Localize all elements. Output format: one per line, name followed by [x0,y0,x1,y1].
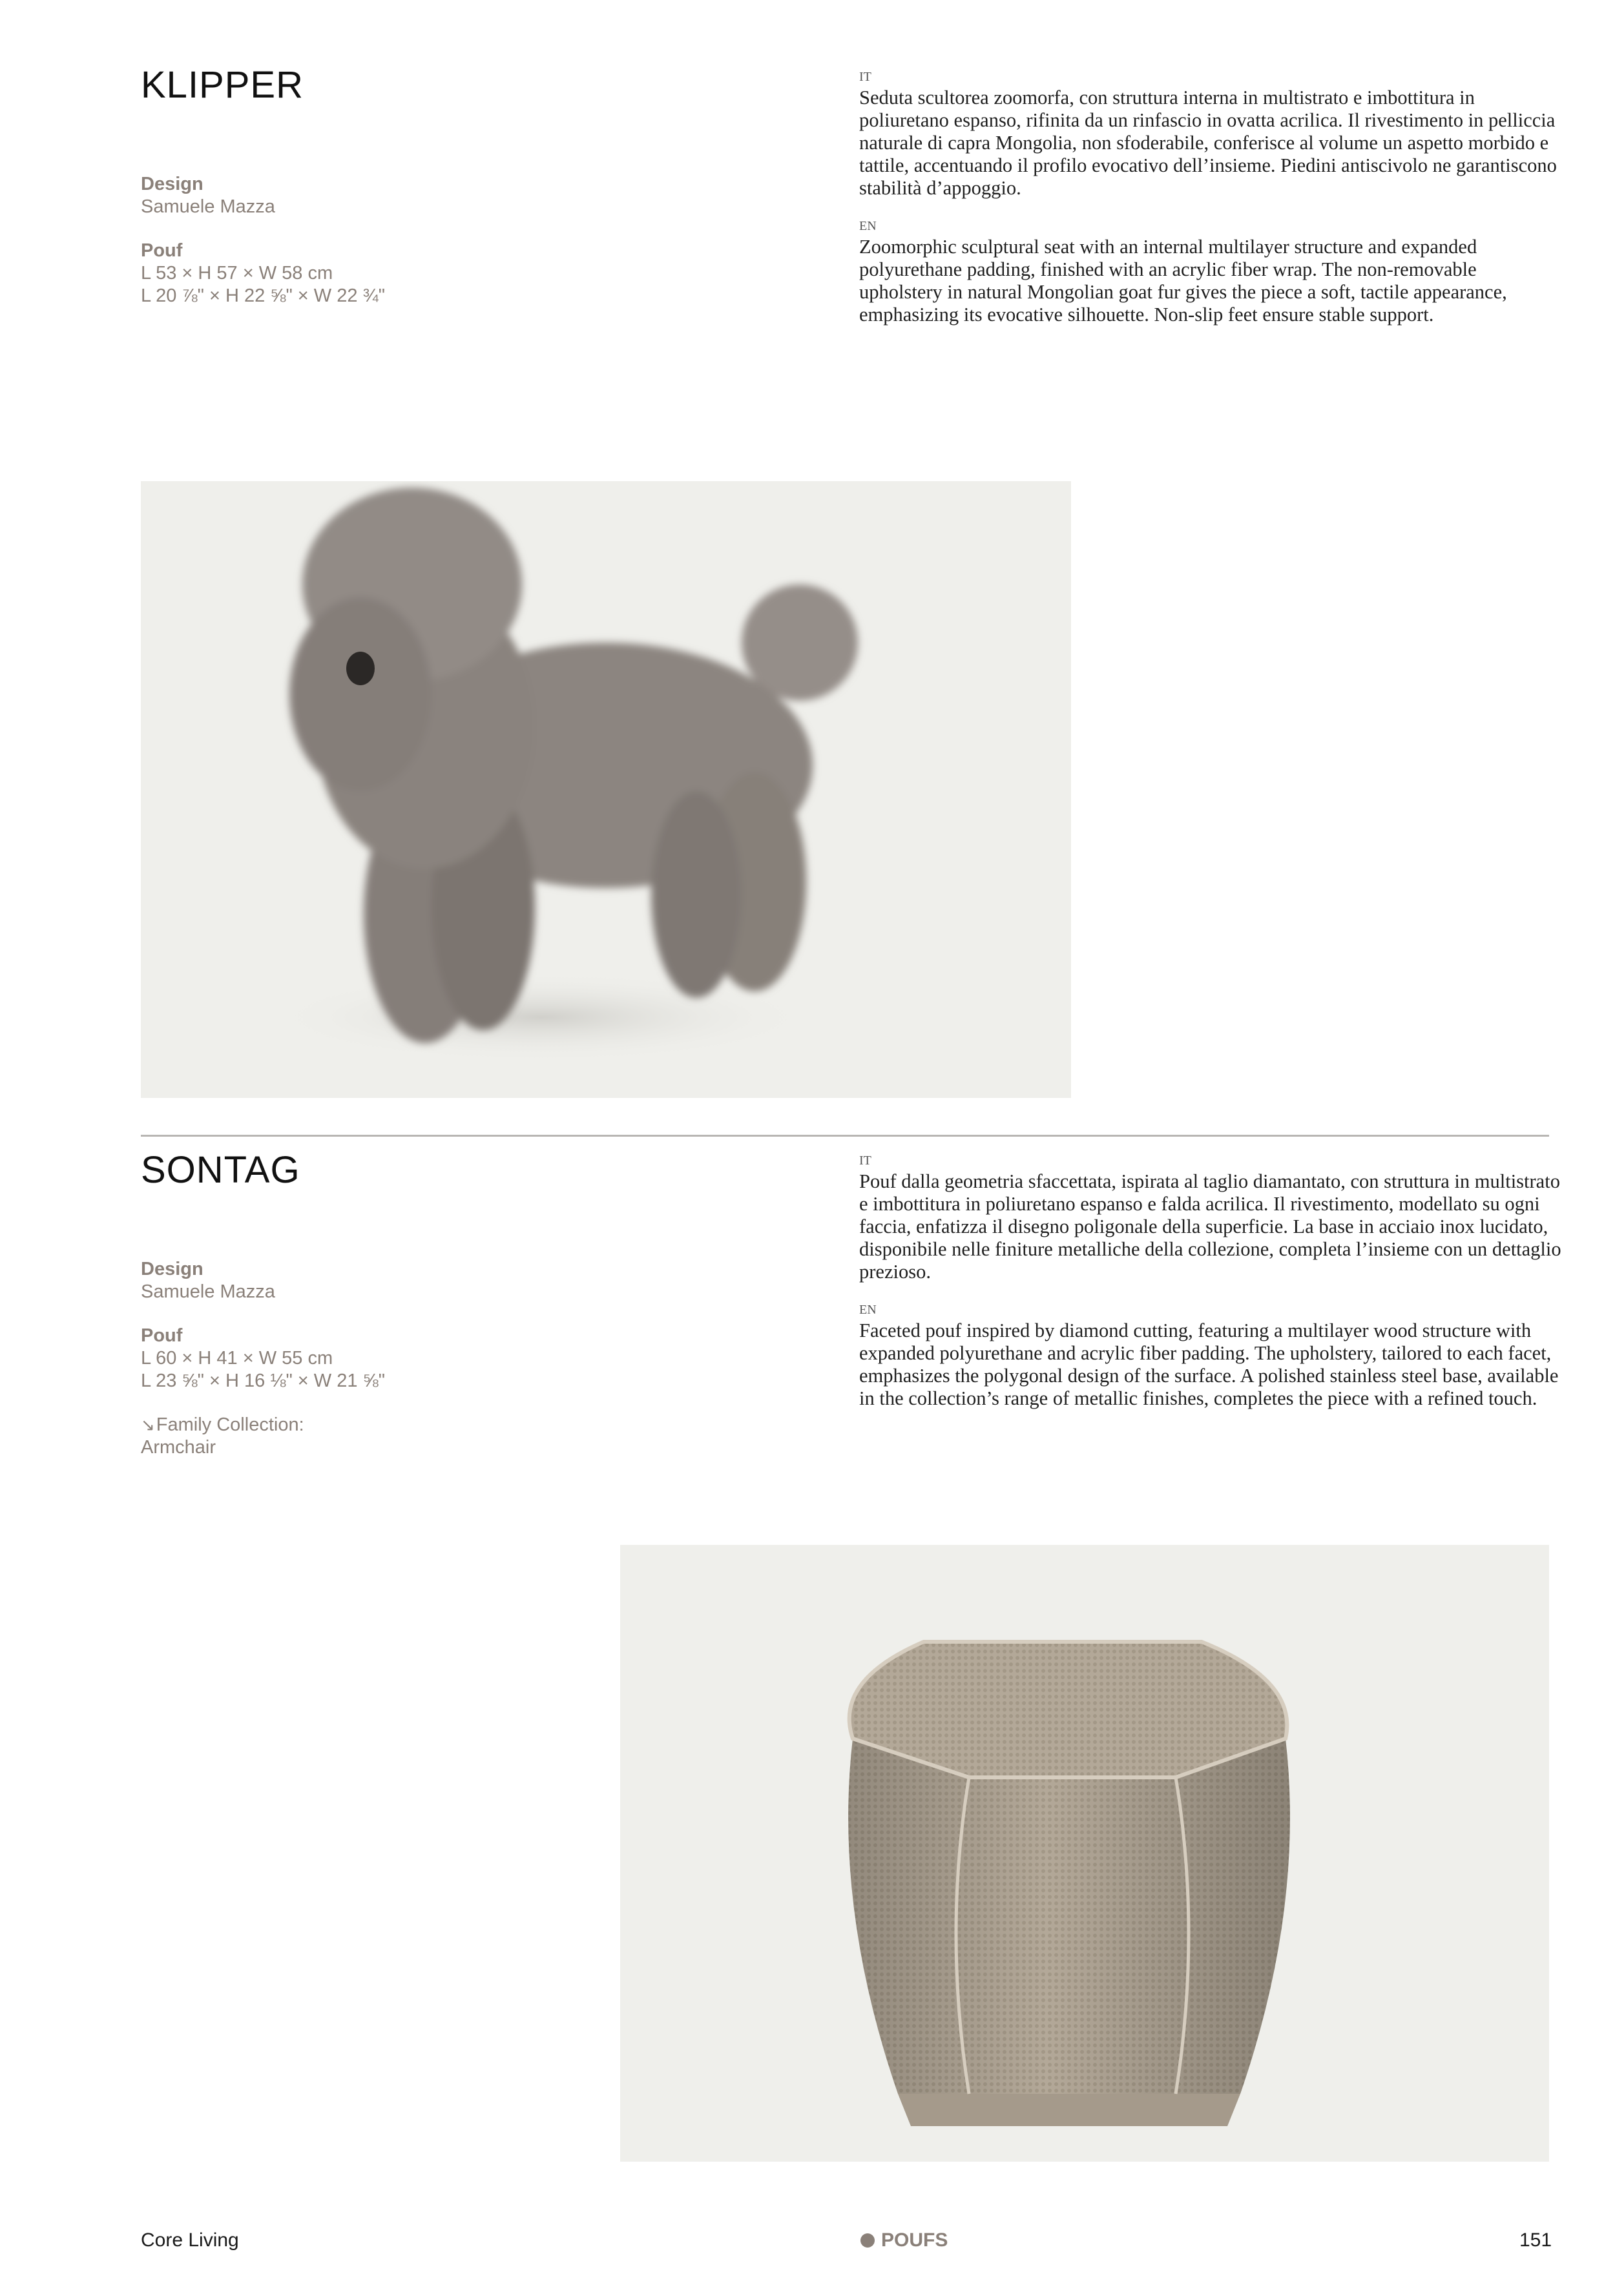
dimensions-inches: L 23 ⅝" × H 16 ⅛" × W 21 ⅝" [141,1370,386,1391]
bullet-icon [860,2233,875,2248]
product-specs-sontag [141,1258,722,1459]
footer-category-label: POUFS [881,2229,948,2251]
product-photo-sontag [620,1545,1549,2162]
family-collection-link[interactable] [141,1414,722,1436]
design-label: Design [141,174,203,194]
dimensions-cm: L 60 × H 41 × W 55 cm [141,1348,333,1369]
footer-category [860,2229,948,2251]
designer-name: Samuele Mazza [141,1281,275,1302]
type-label: Pouf [141,1325,183,1346]
description-it: Seduta scultorea zoomorfa, con struttura interna in multistrato e imbottitura in poliuretano espanso, rifinita da un rinfascio in ovatta acrilica. Il rivestimento in pelliccia naturale di capra Mongolia, non sfoderabile, conferisce al volume un aspetto morbido e tattile, accentuando il profilo evocativo dell’insieme. Piedini antiscivolo ne garantiscono stabilità d’appoggio. [859,87,1557,199]
section-divider [141,1135,1549,1137]
family-collection-value: Armchair [141,1437,216,1458]
dimensions-cm: L 53 × H 57 × W 58 cm [141,263,333,284]
footer-brand: Core Living [141,2229,239,2251]
description-it: Pouf dalla geometria sfaccettata, ispirata al taglio diamantato, con struttura in multistrato e imbottitura in poliuretano espanso e falda acrilica. Il rivestimento, modellato su ogni faccia, enfatizza il disegno poligonale della superficie. La base in acciaio inox lucidato, disponibile nelle finiture metalliche della collezione, completa l’insieme con un dettaglio prezioso. [859,1170,1561,1283]
description-en: Faceted pouf inspired by diamond cutting, featuring a multilayer wood structure with expanded polyurethane and acrylic fiber padding. The upholstery, tailored to each facet, emphasizes the polygonal design of the surface. A polished stainless steel base, available in the collection’s range of metallic finishes, completes the piece with a refined touch. [859,1319,1559,1409]
lang-label-it: IT [859,1153,871,1168]
arrow-down-right-icon: ↘ [141,1415,155,1434]
product-description-klipper [859,70,1563,346]
product-specs-klipper [141,173,722,307]
poodle-pouf-illustration [141,481,1071,1098]
description-en: Zoomorphic sculptural seat with an internal multilayer structure and expanded polyurethane padding, finished with an acrylic fiber wrap. The non-removable upholstery in natural Mongolian goat fur gives the piece a soft, tactile appearance, emphasizing its evocative silhouette. Non-slip feet ensure stable support. [859,236,1507,326]
design-label: Design [141,1259,203,1279]
dimensions-inches: L 20 ⅞" × H 22 ⅝" × W 22 ¾" [141,285,386,306]
type-label: Pouf [141,240,183,261]
family-collection-label: Family Collection: [156,1414,304,1435]
designer-name: Samuele Mazza [141,196,275,217]
product-title-sontag: SONTAG [141,1149,300,1191]
nose-icon [346,652,375,685]
product-title-klipper: KLIPPER [141,64,304,106]
lang-label-it: IT [859,70,871,84]
lang-label-en: EN [859,1303,877,1317]
product-photo-klipper [141,481,1071,1098]
page-number: 151 [1519,2229,1552,2251]
product-description-sontag [859,1153,1563,1429]
lang-label-en: EN [859,219,877,233]
faceted-pouf-illustration [620,1545,1549,2162]
